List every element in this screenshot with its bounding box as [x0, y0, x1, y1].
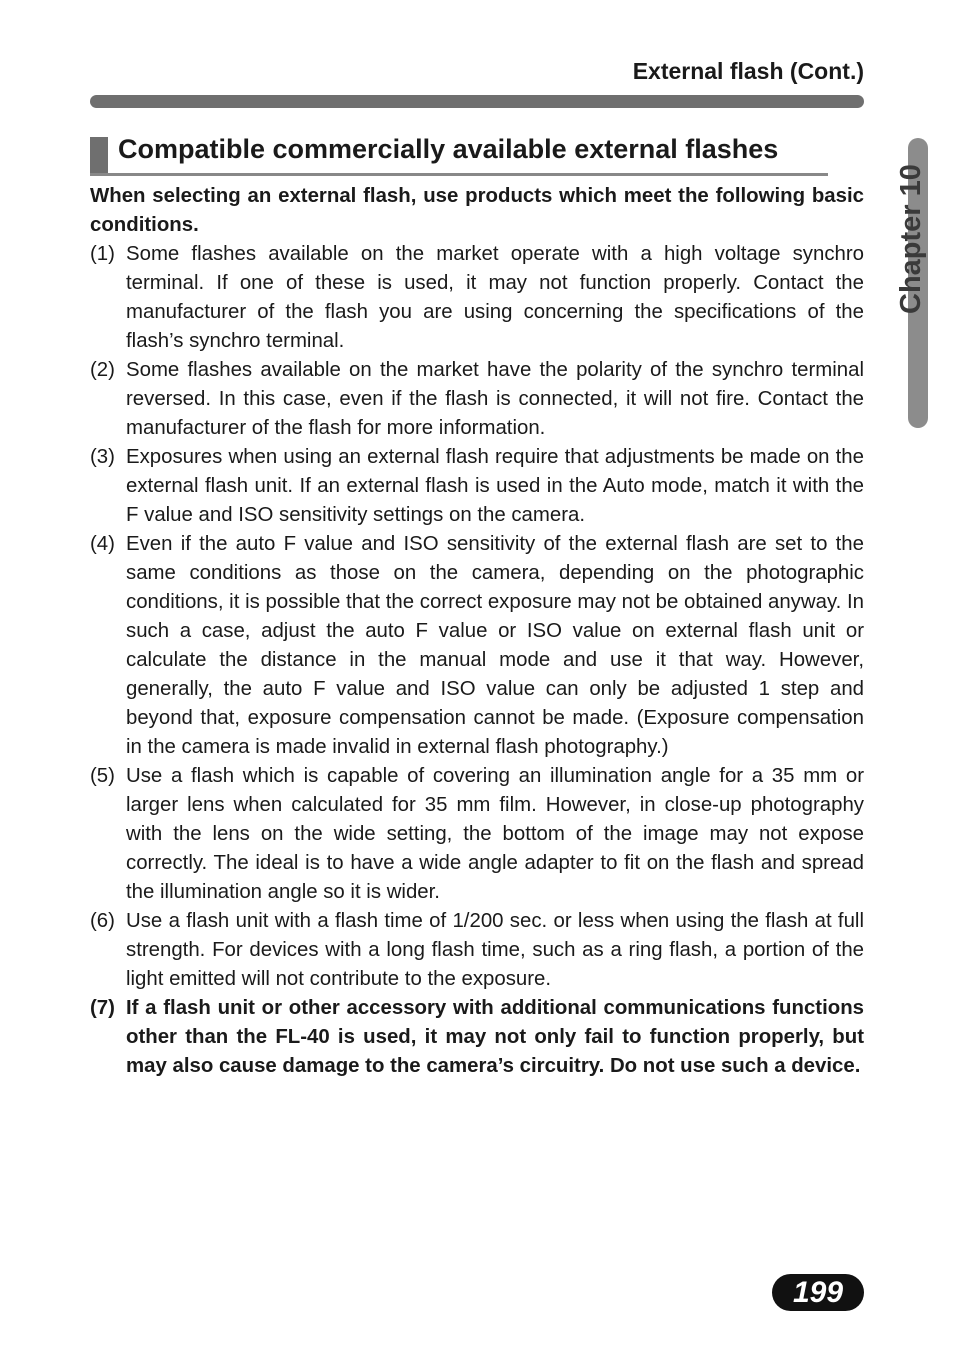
list-item [90, 762, 864, 907]
list-item [90, 907, 864, 994]
intro-text: When selecting an external flash, use products which meet the following basic conditions. [90, 185, 864, 236]
item-text: If a flash unit or other accessory with additional communications functions other than the FL-40 is used, it may not only fail to function properly, but may also cause damage to the camera’s circuitry. Do not use such a device. [126, 997, 864, 1077]
item-number: (2) [90, 359, 115, 381]
section-rule [90, 173, 828, 176]
item-number: (4) [90, 533, 115, 555]
item-text: Some flashes available on the market operate with a high voltage synchro terminal. If one of these is used, it may not function properly. Contact the manufacturer of the flash you are using concerning the specifications of the flash’s synchro terminal. [126, 243, 864, 352]
item-number: (6) [90, 910, 115, 932]
page-number-badge: 199 [772, 1274, 864, 1311]
item-text: Exposures when using an external flash require that adjustments be made on the external flash unit. If an external flash is used in the Auto mode, match it with the F value and ISO sensitivity settings on the camera. [126, 446, 864, 526]
content-body [90, 182, 864, 1081]
list-item [90, 443, 864, 530]
item-text: Some flashes available on the market have the polarity of the synchro terminal reversed. In this case, even if the flash is connected, it will not fire. Contact the manufacturer of the flash for more information. [126, 359, 864, 439]
item-text: Use a flash unit with a flash time of 1/200 sec. or less when using the flash at full strength. For devices with a long flash time, such as a ring flash, a portion of the light emitted will not contribute to the exposure. [126, 910, 864, 990]
section-marker [90, 137, 108, 174]
list-item-warning [90, 994, 864, 1081]
chapter-tab-label [890, 138, 930, 314]
item-number: (1) [90, 243, 115, 265]
list-item [90, 240, 864, 356]
item-text: Use a flash which is capable of covering an illumination angle for a 35 mm or larger lens when calculated for 35 mm film. However, in close-up photography with the lens on the wide setting, the bottom of the image may not expose correctly. The ideal is to have a wide angle adapter to fit on the flash and spread the illumination angle so it is wider. [126, 765, 864, 903]
running-header: External flash (Cont.) [632, 58, 864, 84]
chapter-tab-text: Chapter 10 [895, 164, 927, 314]
item-number: (5) [90, 765, 115, 787]
item-number: (7) [90, 997, 115, 1019]
list-item [90, 530, 864, 762]
section-title: Compatible commercially available external flashes [118, 134, 779, 164]
list-item [90, 356, 864, 443]
header-rule [90, 95, 864, 108]
item-number: (3) [90, 446, 115, 468]
item-text: Even if the auto F value and ISO sensitivity of the external flash are set to the same conditions as those on the camera, depending on the photographic conditions, it is possible that the correct exposure may not be obtained anyway. In such a case, adjust the auto F value or ISO value on external flash unit or calculate the distance in the manual mode and use it that way. However, generally, the auto F value and ISO value can only be adjusted 1 step and beyond that, exposure compensation cannot be made. (Exposure compensation in the camera is made invalid in external flash photography.) [126, 533, 864, 758]
